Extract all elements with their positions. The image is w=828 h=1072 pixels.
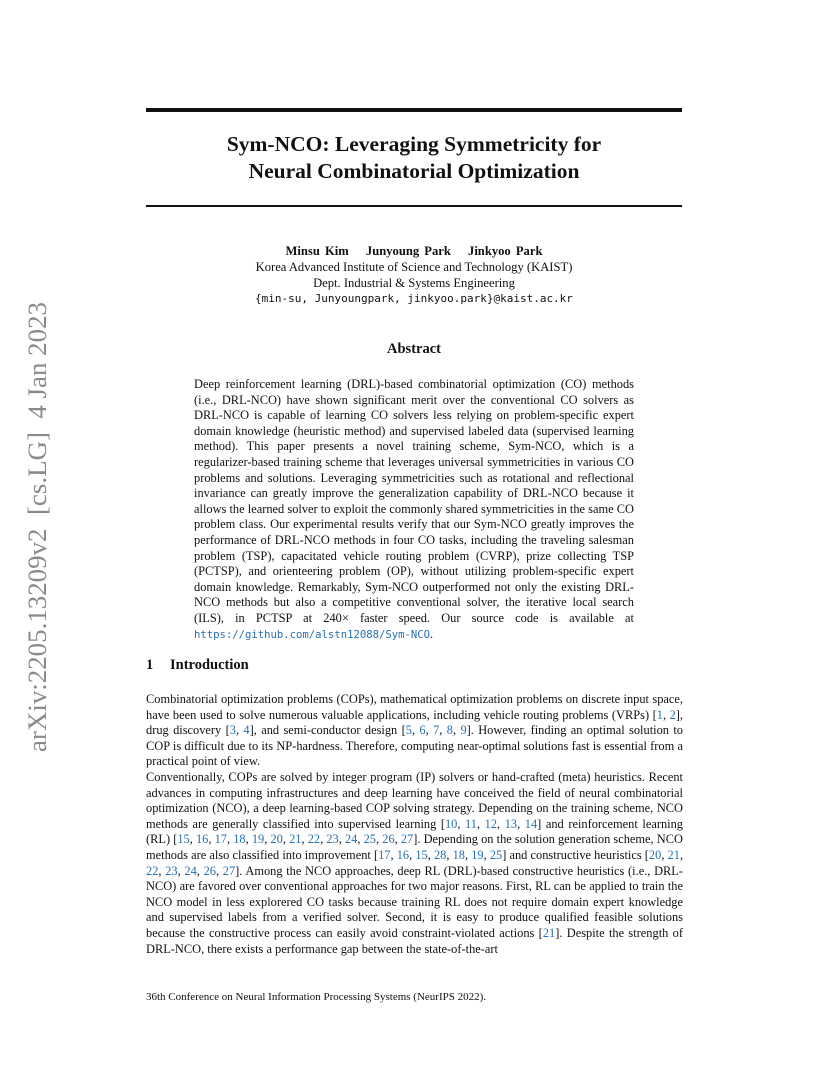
citation-link[interactable]: 21 [542, 925, 556, 940]
citation-link[interactable]: 1 [656, 707, 663, 722]
citation-link[interactable]: 5 [405, 723, 412, 738]
citation-link[interactable]: 10 [444, 816, 458, 831]
abstract-code-prefix: Our source code is available at [441, 610, 634, 625]
section-number: 1 [146, 657, 154, 673]
citation-link[interactable]: 20 [270, 832, 283, 847]
citation-link[interactable]: 18 [233, 832, 246, 847]
citation-link[interactable]: 9 [460, 723, 467, 738]
author-block [146, 243, 682, 307]
paper-title [146, 131, 682, 185]
citation-link[interactable]: 14 [524, 816, 538, 831]
citation-link[interactable]: 11 [465, 816, 477, 831]
abstract-body [194, 377, 634, 643]
citation-link[interactable]: 4 [243, 723, 250, 738]
citation-link[interactable]: 21 [289, 832, 302, 847]
section-title: Introduction [170, 657, 249, 673]
citation-link[interactable]: 22 [146, 863, 159, 878]
citation-link[interactable]: 22 [307, 832, 321, 847]
citation-link[interactable]: 28 [433, 847, 447, 862]
author-names [146, 243, 682, 259]
citation-link[interactable]: 24 [184, 863, 197, 878]
arxiv-sidebar [19, 299, 53, 755]
citation-link[interactable]: 21 [667, 847, 680, 862]
citation-link[interactable]: 25 [363, 832, 376, 847]
citation-link[interactable]: 7 [433, 723, 440, 738]
citation-link[interactable]: 15 [415, 847, 428, 862]
citation-link[interactable]: 18 [452, 847, 465, 862]
conference-footer: 36th Conference on Neural Information Processing Systems (NeurIPS 2022). [146, 991, 487, 1003]
arxiv-id-text: arXiv:2205.13209v2 [cs.LG] 4 Jan 2023 [22, 308, 52, 752]
citation-link[interactable]: 24 [344, 832, 358, 847]
citation-link[interactable]: 17 [214, 832, 227, 847]
title-top-rule [146, 108, 682, 112]
title-line-1: Sym-NCO: Leveraging Symmetricity for [226, 132, 602, 156]
citation-link[interactable]: 15 [177, 832, 190, 847]
source-code-link[interactable]: https://github.com/alstn12088/Sym-NCO [194, 628, 430, 641]
citation-link[interactable]: 17 [378, 847, 391, 862]
citation-link[interactable]: 6 [419, 723, 426, 738]
intro-paragraph-2: Conventionally, COPs are solved by integer program (IP) solvers or hand-crafted (meta) heuristics. Recent advances in computing infrastructures and deep learning have conceived the field of neural combinatorial optimization (NCO), a deep learning-based COP solving strategy. Depending on the training scheme, NCO methods are generally classified into supervised learning [10, 11, 12, 13, 14] and reinforcement learning (RL) [15, 16, 17, 18, 19, 20, 21, 22, 23, 24, 25, 26, 27]. Depending on the solution generation scheme, NCO methods are also classified into improvement [17, 16, 15, 28, 18, 19, 25] and constructive heuristics [20, 21, 22, 23, 24, 26, 27]. Among the NCO approaches, deep RL (DRL)-based constructive heuristics (i.e., DRL-NCO) are favored over conventional approaches for two major reasons. First, RL can be applied to train the NCO model in less explorered CO tasks because training RL does not require domain expert knowledge and supervised labels from a verified solver. Second, it is easy to produce qualified feasible solutions because the constructive process can easily avoid constraint-violated actions [21]. Despite the strength of DRL-NCO, there exists a performance gap between the state-of-the-art [146, 770, 684, 956]
citation-link[interactable]: 19 [251, 832, 265, 847]
author-name: Junyoung Park [365, 244, 451, 258]
citation-link[interactable]: 26 [382, 832, 395, 847]
citation-link[interactable]: 8 [446, 723, 453, 738]
affiliation: Korea Advanced Institute of Science and Technology (KAIST) [255, 260, 573, 274]
citation-link[interactable]: 27 [400, 832, 414, 847]
citation-link[interactable]: 20 [648, 847, 662, 862]
citation-link[interactable]: 3 [229, 723, 236, 738]
author-name: Jinkyoo Park [468, 244, 543, 258]
citation-link[interactable]: 13 [504, 816, 518, 831]
department: Dept. Industrial & Systems Engineering [313, 276, 515, 290]
citation-link[interactable]: 16 [195, 832, 209, 847]
abstract-code-suffix: . [430, 626, 434, 641]
arxiv-sidebar-svg [19, 299, 53, 755]
author-emails: {min-su, Junyoungpark, jinkyoo.park}@kaist.ac.kr [255, 292, 573, 305]
citation-link[interactable]: 23 [165, 863, 178, 878]
author-name: Minsu Kim [285, 244, 349, 258]
citation-link[interactable]: 19 [471, 847, 484, 862]
citation-link[interactable]: 23 [326, 832, 339, 847]
abstract-heading: Abstract [387, 341, 441, 357]
citation-link[interactable]: 26 [203, 863, 216, 878]
abstract-text: Deep reinforcement learning (DRL)-based combinatorial optimization (CO) methods (i.e., DRL-NCO) have shown significant merit over the conventional CO solvers as DRL-NCO is capable of learning CO solvers less relying on problem-specific expert domain knowledge (heuristic method) and supervised labeled data (supervised learning method). This paper presents a novel training scheme, Sym-NCO, which is a regularizer-based training scheme that leverages universal symmetricities in various CO problems and solutions. Leveraging symmetricities such as rotational and reflectional invariance can greatly improve the generalization capability of DRL-NCO because it allows the learned solver to exploit the commonly shared symmetricities in the same CO problem class. Our experimental results verify that our Sym-NCO greatly improves the performance of DRL-NCO methods in four CO tasks, including the traveling salesman problem (TSP), capacitated vehicle routing problem (CVRP), prize collecting TSP (PCTSP), and orienteering problem (OP), without utilizing problem-specific expert domain knowledge. Remarkably, Sym-NCO outperformed not only the existing DRL-NCO methods but also a competitive conventional solver, the iterative local search (ILS), in PCTSP at 240× faster speed. [194, 377, 634, 625]
citation-link[interactable]: 25 [489, 847, 503, 862]
citation-link[interactable]: 2 [669, 707, 676, 722]
title-line-2: Neural Combinatorial Optimization [248, 159, 580, 183]
citation-link[interactable]: 27 [222, 863, 236, 878]
intro-paragraph-1: Combinatorial optimization problems (COPs), mathematical optimization problems on discrete input space, have been used to solve numerous valuable applications, including vehicle routing problems (VRPs) [1, 2], drug discovery [3, 4], and semi-conductor design [5, 6, 7, 8, 9]. However, finding an optimal solution to COP is difficult due to its NP-hardness. Therefore, computing near-optimal solutions fast is essential from a practical point of view. [146, 692, 683, 769]
citation-link[interactable]: 16 [396, 847, 410, 862]
section-heading-introduction [146, 657, 682, 674]
title-bottom-rule [146, 205, 682, 207]
citation-link[interactable]: 12 [484, 816, 498, 831]
